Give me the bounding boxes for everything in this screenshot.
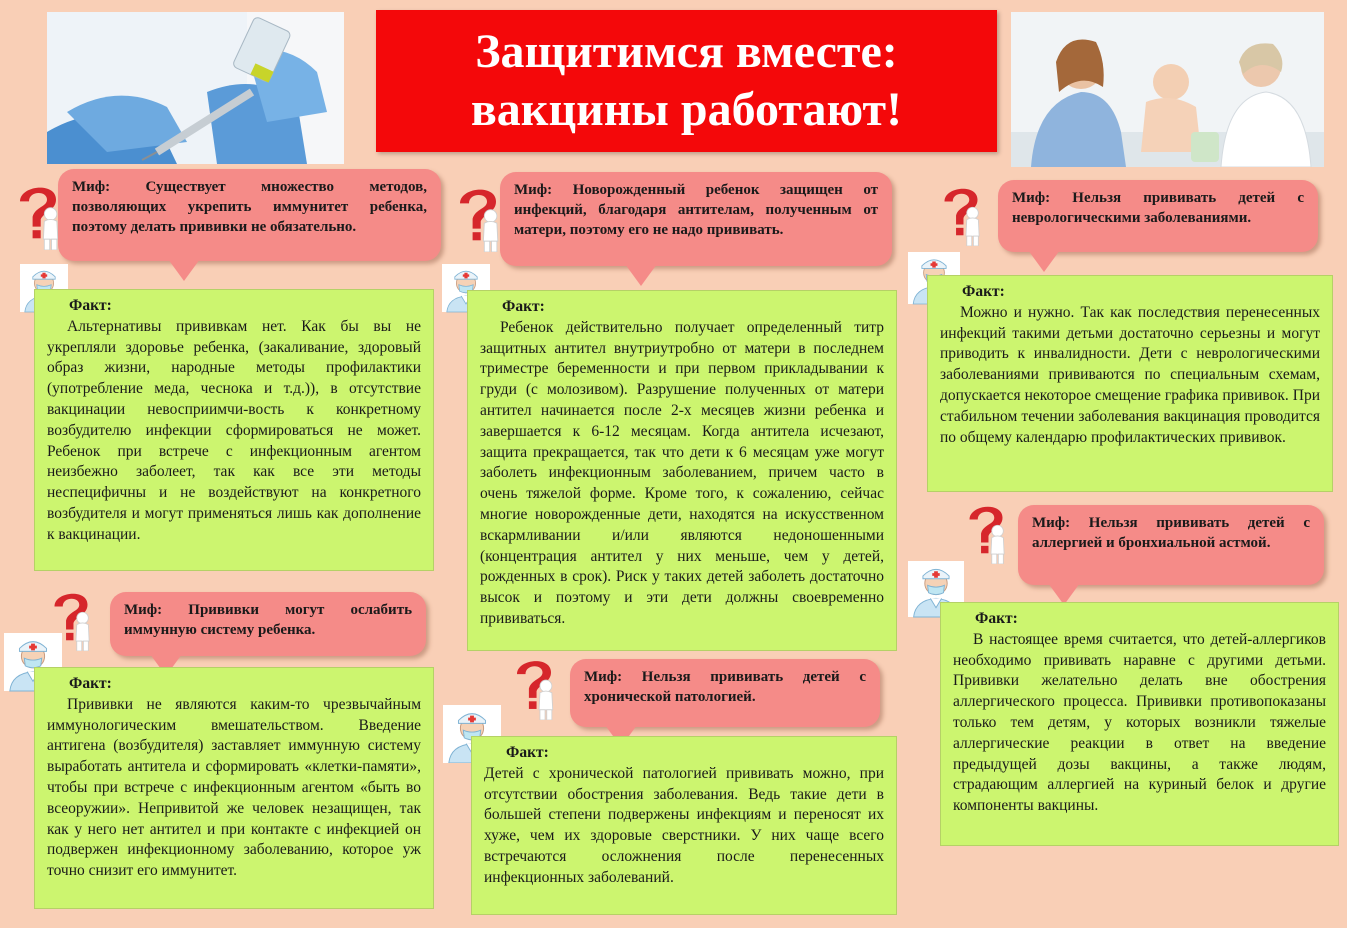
fact-text: Детей с хронической патологией прививать можно, при отсутствии обострения заболевания. Ведь такие дети в большей степени подвержены инфекциям и переносят их хуже, чем их здоровые сверстники. У них чаще всего встречаются осложнения после перенесенных инфекционных заболеваний. [484,764,884,886]
myth-bubble-tail [1028,250,1060,272]
question-mark-icon [508,652,560,720]
myth-bubble-tail [168,259,200,281]
myth-text: Миф: Существует множество методов, позволяющих укрепить иммунитет ребенка, поэтому делать прививки не обязательно. [72,179,427,235]
fact-text: Альтернативы прививкам нет. Как бы вы не укрепляли здоровье ребенка, (закаливание, здоровый образ жизни, народные методы профилактики (употребление меда, чеснока и т.д.)), в отсутствие вакцинации невосприимчи-вость к конкретному возбудителю инфекции сформироваться не может. Ребенок при встрече с инфекционным агентом неизбежно заболеет, так как все эти методы неспецифичны и не воздействуют на конкретного возбудителя и могут применяться лишь как дополнение к вакцинации. [47,317,421,543]
fact-box [34,667,434,909]
title-banner [376,10,997,152]
myth-bubble [500,172,892,266]
question-mark-icon [960,498,1012,564]
fact-box [34,289,434,571]
fact-label: Факт: [69,297,112,314]
myth-bubble [1018,505,1324,585]
fact-text: Можно и нужно. Так как последствия перенесенных инфекций такими детьми достаточно серьезны и могут приводить к инвалидности. Дети с неврологическими заболеваниями прививаются по специальным схемам, допускается некоторое смещение графика прививок. При стабильном течении заболевания вакцинация проводится по общему календарю профилактических прививок. [940,303,1320,446]
doctor-mother-baby-photo [1011,12,1324,167]
vaccine-photo [47,12,344,164]
question-mark-icon [450,180,506,252]
myth-text: Миф: Нельзя прививать детей с аллергией и бронхиальной астмой. [1032,515,1310,551]
myth-bubble [110,592,426,656]
myth-text: Миф: Прививки могут ослабить иммунную систему ребенка. [124,602,412,638]
fact-label: Факт: [962,283,1005,300]
myth-text: Миф: Нельзя прививать детей с хронической патологией. [584,669,866,705]
myth-bubble [570,659,880,727]
fact-text: Прививки не являются каким-то чрезвычайным иммунологическим вмешательством. Введение антигена (возбудителя) заставляет иммунную систему выработать антитела и сформировать «клетки-памяти», чтобы при встрече с инфекционным агентом «быть во всеоружии». Непривитой же человек незащищен, так как у него нет антител и при контакте с инфекцией он подвержен инфекционному заболеванию, которое уж точно снизит его иммунитет. [47,695,421,880]
myth-bubble [58,169,441,261]
fact-box [467,290,897,651]
fact-box [927,275,1333,492]
fact-label: Факт: [975,610,1018,627]
fact-box [940,602,1339,846]
fact-text: Ребенок действительно получает определенный титр защитных антител внутриутробно от матери в последнем триместре беременности и при первом прикладывании к груди (с молозивом). Разрушение полученных от матери антител начинается после 2-х месяцев жизни ребенка и завершается к 6-12 месяцам. Когда антитела исчезают, защита прекращается, так что дети к 6 месяцам уже могут заболеть инфекционным заболеванием, причем часто в очень тяжелой форме. Кроме того, к сожалению, сейчас многие новорожденные дети, находятся на искусственном вскармливании и/или являются недоношенными (концентрация антител у них меньше, чем у детей, рожденных в срок). Риск у таких детей заболеть достаточно высок и поэтому и эти дети должны своевременно прививаться. [480,318,884,627]
fact-box [471,736,897,915]
myth-bubble [998,180,1318,252]
myth-text: Миф: Нельзя прививать детей с неврологическими заболеваниями. [1012,190,1304,226]
fact-label: Факт: [69,675,112,692]
question-mark-icon [935,180,987,246]
fact-label: Факт: [506,744,549,761]
myth-bubble-tail [625,264,657,286]
fact-label: Факт: [502,298,545,315]
fact-text: В настоящее время считается, что детей-аллергиков необходимо прививать наравне с другими детьми. Прививки желательно делать вне обострения аллергического процесса. Прививки противопоказаны только тем детям, у которых возникли тяжелые аллергические реакции в ответ на введение предыдущей дозы вакцины, а также людям, страдающим аллергией на куриный белок и другие компоненты вакцины. [953,630,1326,815]
title-line-2: вакцины работают! [470,83,903,136]
myth-text: Миф: Новорожденный ребенок защищен от инфекций, благодаря антителам, полученным от матери, поэтому его не надо прививать. [514,182,878,238]
title-line-1: Защитимся вместе: [475,25,898,78]
